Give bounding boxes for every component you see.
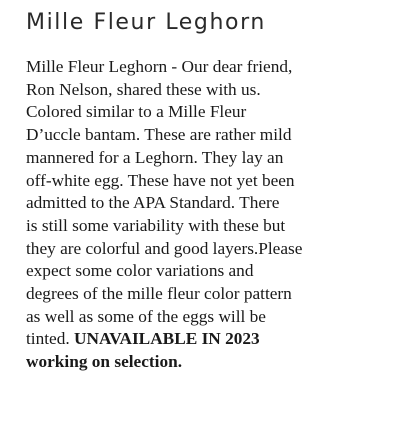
- description-line: as well as some of the eggs will be: [26, 306, 266, 326]
- description-line: [26, 351, 398, 374]
- description-line: admitted to the APA Standard. There: [26, 193, 280, 213]
- description-line: expect some color variations and: [26, 261, 254, 281]
- description-line: tinted. UNAVAILABLE IN 2023: [26, 329, 260, 349]
- description-line: Mille Fleur Leghorn - Our dear friend,: [26, 57, 293, 76]
- product-title: Mille Fleur Leghorn: [26, 10, 266, 35]
- description-line: is still some variability with these but: [26, 215, 286, 235]
- product-description: [26, 56, 398, 374]
- description-line: degrees of the mille fleur color pattern: [26, 284, 292, 304]
- description-line: they are colorful and good layers.Please: [26, 238, 303, 258]
- description-line: off-white egg. These have not yet been: [26, 170, 295, 190]
- selection-notice: working on selection.: [26, 352, 183, 372]
- description-line: mannered for a Leghorn. They lay an: [26, 147, 284, 167]
- description-line: Colored similar to a Mille Fleur: [26, 102, 247, 122]
- description-line: D’uccle bantam. These are rather mild: [26, 125, 292, 145]
- description-line: Ron Nelson, shared these with us.: [26, 79, 261, 99]
- availability-notice: UNAVAILABLE IN 2023: [74, 329, 260, 349]
